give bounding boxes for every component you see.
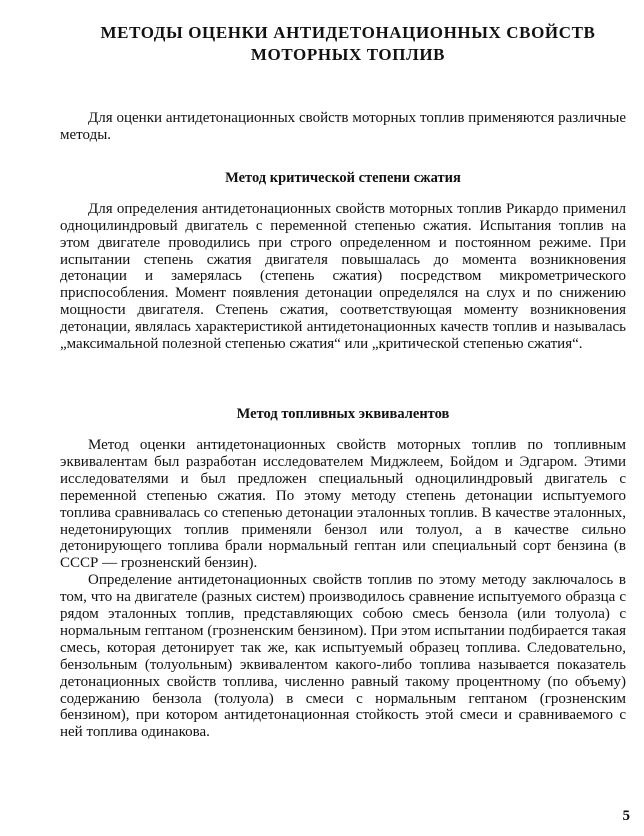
title-line-2: МОТОРНЫХ ТОПЛИВ <box>250 45 446 64</box>
section-heading-critical-compression: Метод критической степени сжатия <box>225 169 461 186</box>
section-heading-fuel-equivalents: Метод топливных эквивалентов <box>236 405 450 422</box>
page-number: 5 <box>622 808 630 824</box>
intro-paragraph: Для оценки антидетонационных свойств моторных топлив применяются различные методы. <box>60 110 626 143</box>
section2-paragraph-1: Метод оценки антидетонационных свойств моторных топлив по топливным эквивалентам был разработан исследователем Миджлеем, Бойдом и Эдгаром. Этими исследователями и был предложен специальный одноцилиндровый двигатель с переменной степенью сжатия. По этому методу степень детонации испытуемого топлива сравнивалась со степенью детонации эталонных топлив. В качестве эталонных, недетонирующих топлив применяли бензол или толуол, а в качестве сильно детонирующего топлива брали нормальный гептан или специальный сорт бензина (в СССР — грозненский бензин). <box>60 436 626 572</box>
document-title <box>70 22 626 66</box>
title-line-1: МЕТОДЫ ОЦЕНКИ АНТИДЕТОНАЦИОННЫХ СВОЙСТВ <box>100 23 596 42</box>
section1-paragraph: Для определения антидетонационных свойств моторных топлив Рикардо применил одноцилиндровый двигатель с переменной степенью сжатия. Испытания топлив на этом двигателе проводились при строго определенном и постоянном режиме. При испытании степень сжатия двигателя повышалась до момента возникновения детонации и замерялась (степень сжатия) посредством микрометрического приспособления. Момент появления детонации определялся на слух и по снижению мощности двигателя. Степень сжатия, соответствующая моменту возникновения детонации, являлась характеристикой антидетонационных качеств топлив и называлась „максимальной полезной степенью сжатия“ или „критической степенью сжатия“. <box>60 200 626 353</box>
section2-paragraph-2: Определение антидетонационных свойств топлив по этому методу заключалось в том, что на двигателе (разных систем) производилось сравнение испытуемого образца с рядом эталонных топлив, представляющих собою смесь бензола (или толуола) с нормальным гептаном (грозненским бензином). При этом испытании подбирается такая смесь, которая детонирует так же, как испытуемый образец топлива. Следовательно, бензольным (толуольным) эквивалентом какого-либо топлива называется показатель детонационных свойств топлива, численно равный такому процентному (по объему) содержанию бензола (толуола) в смеси с нормальным гептаном (грозненским бензином), при котором антидетонационная стойкость этой смеси и сравниваемого с ней топлива одинакова. <box>60 572 626 741</box>
